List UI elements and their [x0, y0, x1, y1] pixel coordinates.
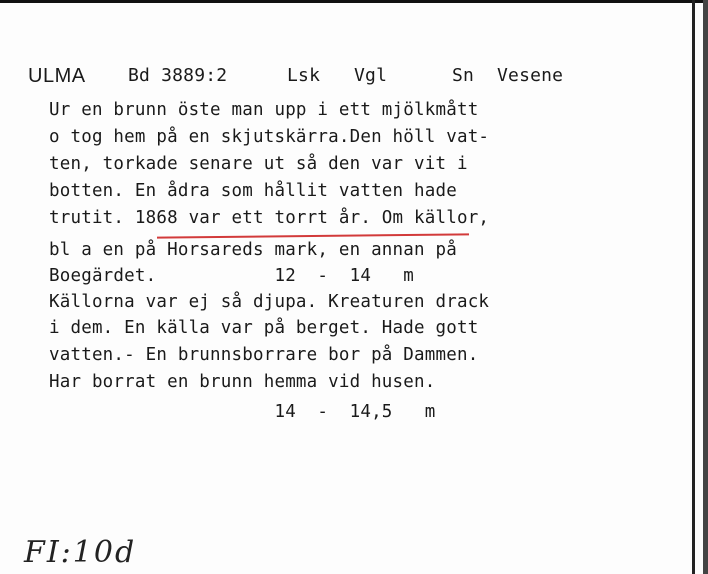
archive-label: ULMA	[28, 65, 86, 87]
handwritten-shelfmark: FI:10d	[24, 535, 137, 570]
text-line: bl a en på Horsareds mark, en annan på	[49, 240, 457, 260]
volume-reference: Bd 3889:2	[128, 65, 228, 86]
text-line: Ur en brunn öste man upp i ett mjölkmått	[49, 100, 479, 120]
text-line: Boegärdet. 12 - 14 m	[49, 266, 415, 286]
text-line: Har borrat en brunn hemma vid husen.	[49, 372, 436, 392]
red-underline-mark	[157, 233, 469, 238]
card-right-edge	[692, 0, 695, 574]
text-line: trutit. 1868 var ett torrt år. Om källor,	[49, 208, 490, 228]
landskap-label: Lsk	[287, 65, 321, 86]
text-line: vatten.- En brunnsborrare bor på Dammen.	[49, 345, 479, 365]
card-top-edge	[0, 0, 708, 3]
socken-value: Vesene	[497, 65, 564, 86]
text-line: i dem. En källa var på berget. Hade gott	[49, 318, 479, 338]
text-line: o tog hem på en skjutskärra.Den höll vat-	[49, 127, 490, 147]
text-line: Källorna var ej så djupa. Kreaturen drack	[49, 292, 490, 312]
text-line: botten. En ådra som hållit vatten hade	[49, 181, 457, 201]
socken-label: Sn	[452, 65, 475, 86]
text-line: ten, torkade senare ut så den var vit i	[49, 154, 468, 174]
landskap-value: Vgl	[354, 65, 388, 86]
text-line: 14 - 14,5 m	[49, 402, 436, 422]
card-outer-edge	[703, 0, 708, 574]
